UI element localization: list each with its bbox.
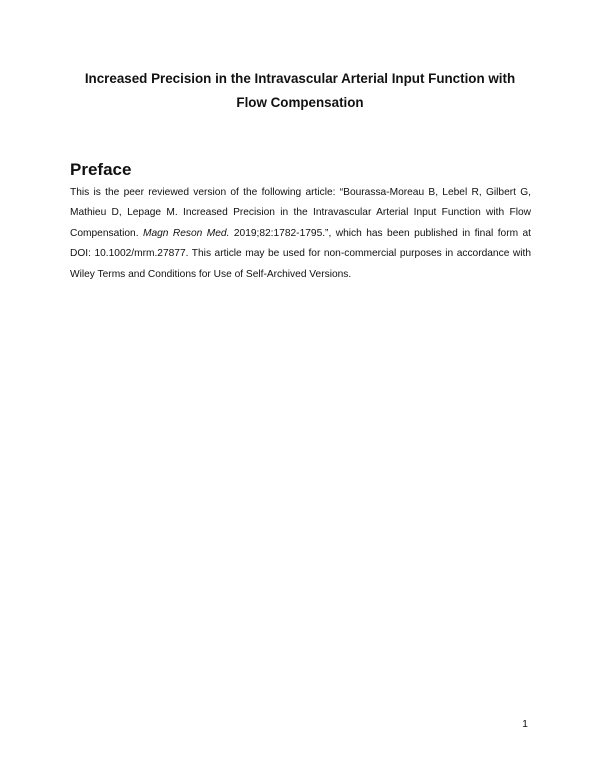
preface-paragraph	[70, 183, 531, 285]
paragraph-text-part-2: 2019;82:1782-1795.”, which has been published in final form at DOI: 10.1002/mrm.27877. This article may be used for non-commercial purposes in accordance with Wiley Terms and Conditions for Use of Self-Archived Versions.	[70, 227, 531, 280]
section-heading-preface: Preface	[70, 160, 132, 179]
page-number: 1	[522, 718, 528, 730]
title-line-2: Flow Compensation	[236, 95, 364, 110]
journal-name: Magn Reson Med.	[142, 227, 230, 239]
paragraph-text-part-1: This is the peer reviewed version of the following article: “Bourassa-Moreau B, Lebel R, Gilbert G, Mathieu D, Lepage M. Increased Precision in the Intravascular Arterial Input Function with Flow Compensation.	[70, 187, 531, 239]
article-title	[40, 67, 560, 115]
title-line-1: Increased Precision in the Intravascular Arterial Input Function with	[84, 71, 516, 86]
